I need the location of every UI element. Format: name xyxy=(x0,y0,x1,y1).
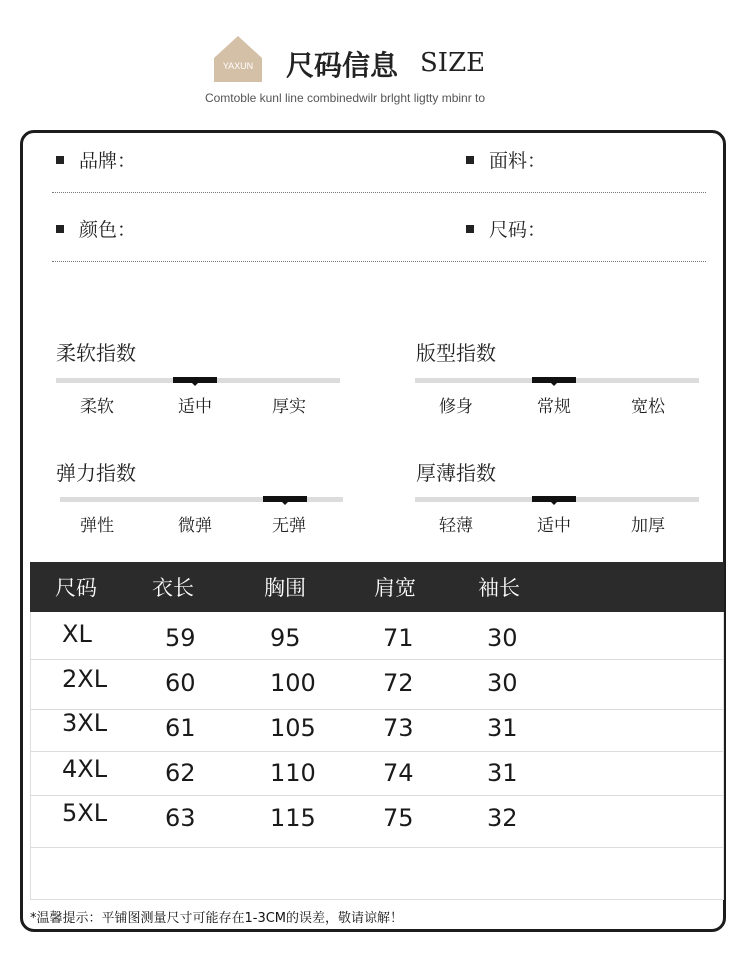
fit-option: 宽松 xyxy=(631,397,665,417)
elasticity-option: 弹性 xyxy=(80,516,114,536)
size-label: 尺码： xyxy=(489,219,547,241)
table-cell-size: 4XL xyxy=(62,755,108,783)
brand-field xyxy=(56,146,136,173)
header-shoulder: 肩宽 xyxy=(374,576,416,600)
elasticity-option: 微弹 xyxy=(178,516,212,536)
thickness-option: 加厚 xyxy=(631,516,665,536)
elasticity-index-marker xyxy=(263,496,307,502)
table-cell-chest: 110 xyxy=(270,759,316,787)
fit-option: 修身 xyxy=(439,397,473,417)
page-title-en: SIZE xyxy=(420,48,486,78)
table-cell-shoulder: 72 xyxy=(383,669,414,697)
softness-index-title: 柔软指数 xyxy=(56,341,136,365)
table-cell-chest: 115 xyxy=(270,804,316,832)
table-cell-chest: 95 xyxy=(270,624,301,652)
bullet-icon xyxy=(466,156,474,164)
elasticity-index-title: 弹力指数 xyxy=(56,461,136,485)
table-cell-sleeve: 32 xyxy=(487,804,518,832)
table-cell-shoulder: 75 xyxy=(383,804,414,832)
fit-index-title: 版型指数 xyxy=(416,341,496,365)
row-divider xyxy=(31,659,723,660)
table-cell-sleeve: 30 xyxy=(487,624,518,652)
row-divider xyxy=(31,847,723,848)
fabric-field xyxy=(466,146,546,173)
softness-index-marker xyxy=(173,377,217,383)
brand-label: 品牌： xyxy=(79,150,137,172)
table-cell-shoulder: 74 xyxy=(383,759,414,787)
fabric-label: 面料： xyxy=(489,150,547,172)
table-cell-size: 5XL xyxy=(62,799,108,827)
size-field xyxy=(466,215,546,242)
fit-option: 常规 xyxy=(537,397,571,417)
table-cell-sleeve: 30 xyxy=(487,669,518,697)
header-length: 衣长 xyxy=(152,576,194,600)
fit-index-marker xyxy=(532,377,576,383)
row-divider xyxy=(31,751,723,752)
table-cell-sleeve: 31 xyxy=(487,759,518,787)
header-sleeve: 袖长 xyxy=(478,576,520,600)
page-subtitle: Comtoble kunl line combinedwilr brlght ligtty mbinr to xyxy=(204,91,486,105)
table-cell-length: 61 xyxy=(165,714,196,742)
table-cell-length: 62 xyxy=(165,759,196,787)
measurement-note: *温馨提示：平铺图测量尺寸可能存在1-3CM的误差，敬请谅解！ xyxy=(30,911,404,926)
brand-logo xyxy=(214,36,262,82)
table-cell-length: 60 xyxy=(165,669,196,697)
table-cell-shoulder: 71 xyxy=(383,624,414,652)
bullet-icon xyxy=(466,225,474,233)
logo-text: YAXUN xyxy=(222,61,254,71)
table-cell-chest: 105 xyxy=(270,714,316,742)
divider xyxy=(52,192,706,193)
elasticity-option: 无弹 xyxy=(272,516,306,536)
softness-option: 适中 xyxy=(178,397,212,417)
table-cell-length: 63 xyxy=(165,804,196,832)
thickness-index-title: 厚薄指数 xyxy=(416,461,496,485)
divider xyxy=(52,261,706,262)
table-cell-chest: 100 xyxy=(270,669,316,697)
header-size: 尺码 xyxy=(55,576,97,600)
softness-option: 柔软 xyxy=(80,397,114,417)
table-cell-shoulder: 73 xyxy=(383,714,414,742)
softness-option: 厚实 xyxy=(272,397,306,417)
table-cell-size: 3XL xyxy=(62,709,108,737)
header-chest: 胸围 xyxy=(264,576,306,600)
color-label: 颜色： xyxy=(79,219,137,241)
bullet-icon xyxy=(56,225,64,233)
table-cell-size: XL xyxy=(62,620,92,648)
thickness-index-marker xyxy=(532,496,576,502)
color-field xyxy=(56,215,136,242)
row-divider xyxy=(31,795,723,796)
table-cell-length: 59 xyxy=(165,624,196,652)
table-cell-size: 2XL xyxy=(62,665,108,693)
page-title: 尺码信息 xyxy=(286,49,399,82)
size-table-body xyxy=(30,612,724,900)
table-cell-sleeve: 31 xyxy=(487,714,518,742)
thickness-option: 轻薄 xyxy=(439,516,473,536)
row-divider xyxy=(31,709,723,710)
bullet-icon xyxy=(56,156,64,164)
thickness-option: 适中 xyxy=(537,516,571,536)
